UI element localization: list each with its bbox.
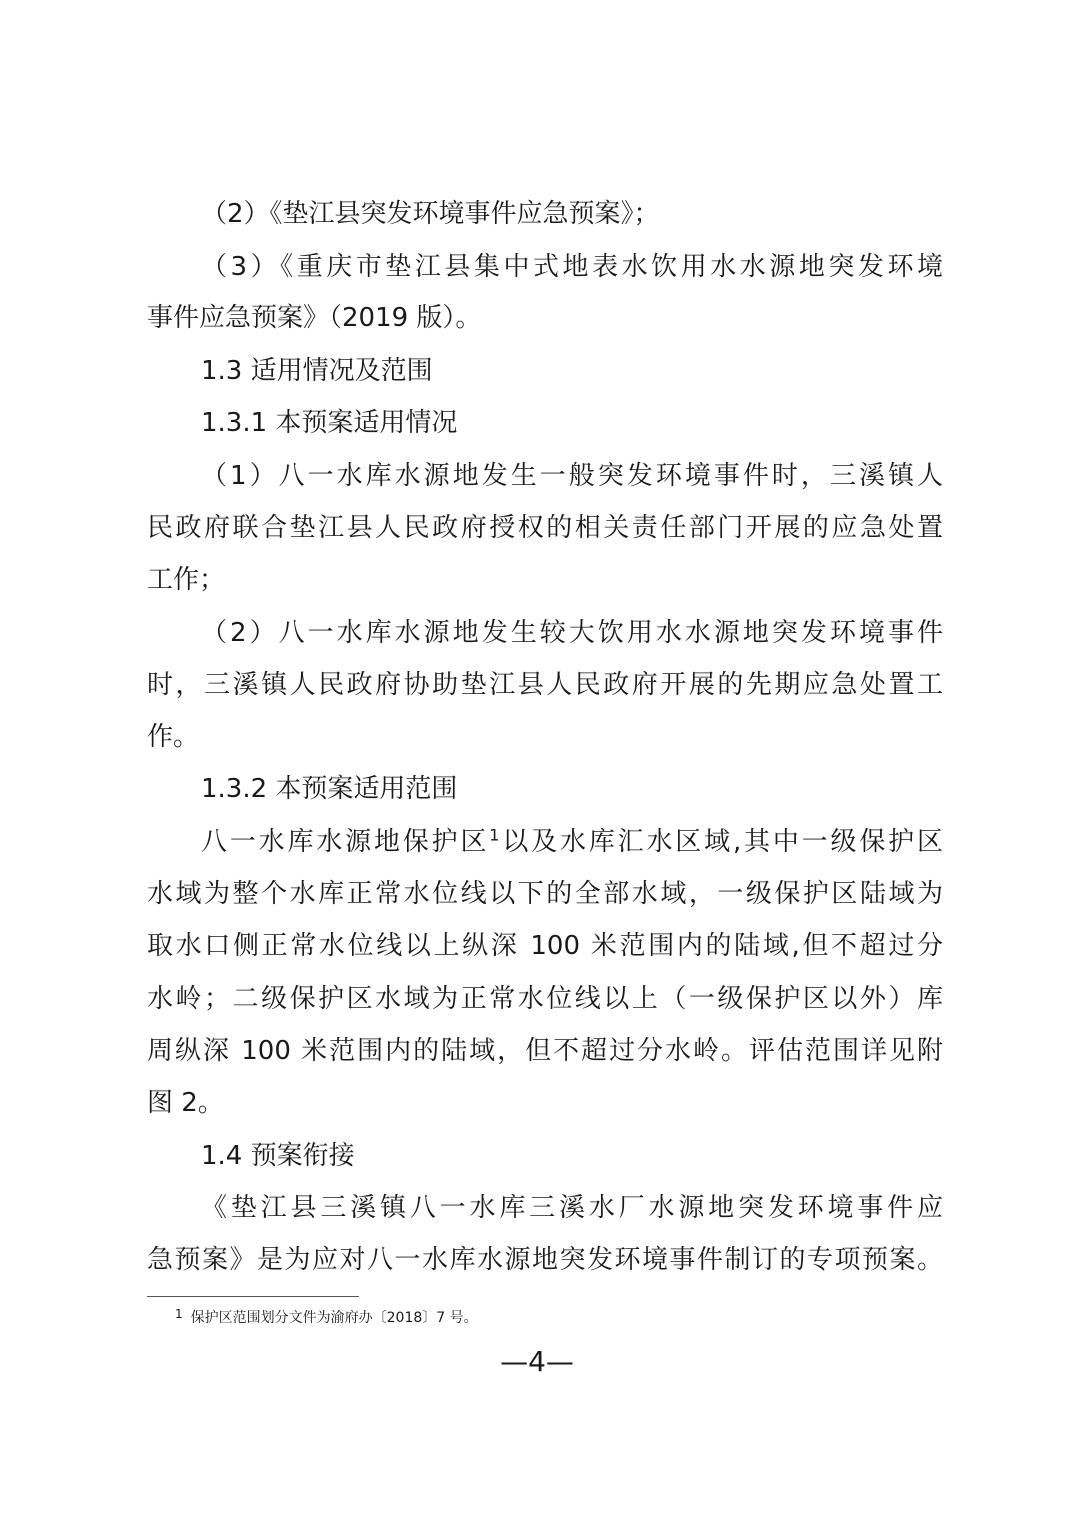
case-1-line-2: 民政府联合垫江县人民政府授权的相关责任部门开展的应急处置	[147, 513, 943, 543]
footnote-separator	[147, 1296, 359, 1297]
scope-line-6: 图 2。	[147, 1088, 224, 1118]
scope-line-5: 周纵深 100 米范围内的陆域，但不超过分水岭。评估范围详见附	[147, 1036, 943, 1066]
section-heading-1-3: 1.3 适用情况及范围	[201, 356, 433, 386]
scope-line-2: 水域为整个水库正常水位线以下的全部水域，一级保护区陆域为	[147, 879, 943, 909]
case-2-line-2: 时，三溪镇人民政府协助垫江县人民政府开展的先期应急处置工	[147, 670, 943, 700]
case-2-line-1: （2）八一水库水源地发生较大饮用水水源地突发环境事件	[201, 618, 943, 648]
reference-item-2: （2）《垫江县突发环境事件应急预案》；	[201, 199, 660, 229]
section-heading-1-4: 1.4 预案衔接	[201, 1141, 355, 1171]
scope-line-1	[201, 826, 943, 858]
section-heading-1-3-2: 1.3.2 本预案适用范围	[201, 774, 458, 804]
plan-linkage-line-1: 《垫江县三溪镇八一水库三溪水厂水源地突发环境事件应	[201, 1193, 943, 1223]
scope-line-1-text-a: 八一水库水源地保护区	[201, 827, 490, 857]
case-2-line-3: 作。	[147, 722, 200, 752]
page-number: —4—	[500, 1345, 574, 1378]
plan-linkage-line-2: 急预案》是为应对八一水库水源地突发环境事件制订的专项预案。	[147, 1245, 943, 1275]
footnote	[175, 1309, 478, 1327]
footnote-reference-mark: 1	[489, 825, 500, 845]
case-1-line-3: 工作；	[147, 565, 226, 595]
footnote-mark: 1	[175, 1307, 183, 1321]
scope-line-3: 取水口侧正常水位线以上纵深 100 米范围内的陆域,但不超过分	[147, 931, 943, 961]
reference-item-3-line-2: 事件应急预案》（2019 版）。	[147, 303, 482, 333]
scope-line-4: 水岭；二级保护区水域为正常水位线以上（一级保护区以外）库	[147, 984, 943, 1014]
case-1-line-1: （1）八一水库水源地发生一般突发环境事件时，三溪镇人	[201, 461, 943, 491]
scope-line-1-text-b: 以及水库汇水区域,其中一级保护区	[499, 827, 943, 857]
reference-item-3-line-1: （3）《重庆市垫江县集中式地表水饮用水水源地突发环境	[201, 252, 943, 282]
footnote-text: 保护区范围划分文件为渝府办〔2018〕7 号。	[190, 1310, 478, 1326]
section-heading-1-3-1: 1.3.1 本预案适用情况	[201, 408, 458, 438]
